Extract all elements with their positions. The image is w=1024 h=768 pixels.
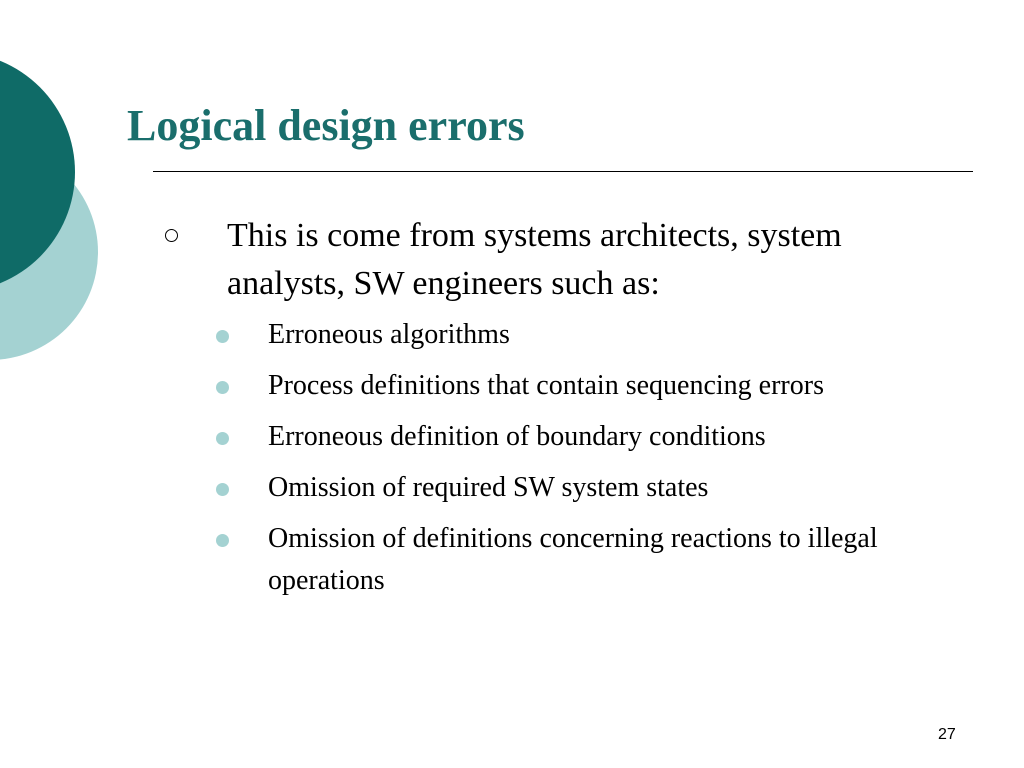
sub-bullet-item [268, 314, 965, 356]
filled-circle-bullet-icon [216, 483, 229, 496]
sub-bullet-text: Omission of definitions concerning reactions to illegal operations [268, 523, 878, 596]
title-divider [153, 171, 973, 172]
filled-circle-bullet-icon [216, 381, 229, 394]
page-number: 27 [938, 726, 956, 743]
sub-bullet-text: Erroneous algorithms [268, 319, 510, 350]
hollow-circle-bullet-icon [165, 229, 178, 242]
sub-bullet-text: Process definitions that contain sequencing errors [268, 370, 824, 401]
main-bullet-text: This is come from systems architects, system analysts, SW engineers such as: [227, 217, 842, 302]
slide-body [165, 212, 965, 611]
decorative-circles [0, 0, 110, 410]
filled-circle-bullet-icon [216, 330, 229, 343]
sub-bullet-text: Erroneous definition of boundary conditions [268, 421, 766, 452]
main-bullet-item [165, 212, 965, 308]
sub-bullet-item [268, 467, 965, 509]
sub-bullet-item [268, 416, 965, 458]
sub-bullet-item [268, 518, 965, 602]
filled-circle-bullet-icon [216, 534, 229, 547]
filled-circle-bullet-icon [216, 432, 229, 445]
slide-title: Logical design errors [127, 101, 525, 150]
sub-bullet-list [165, 314, 965, 602]
sub-bullet-item [268, 365, 965, 407]
sub-bullet-text: Omission of required SW system states [268, 472, 709, 503]
